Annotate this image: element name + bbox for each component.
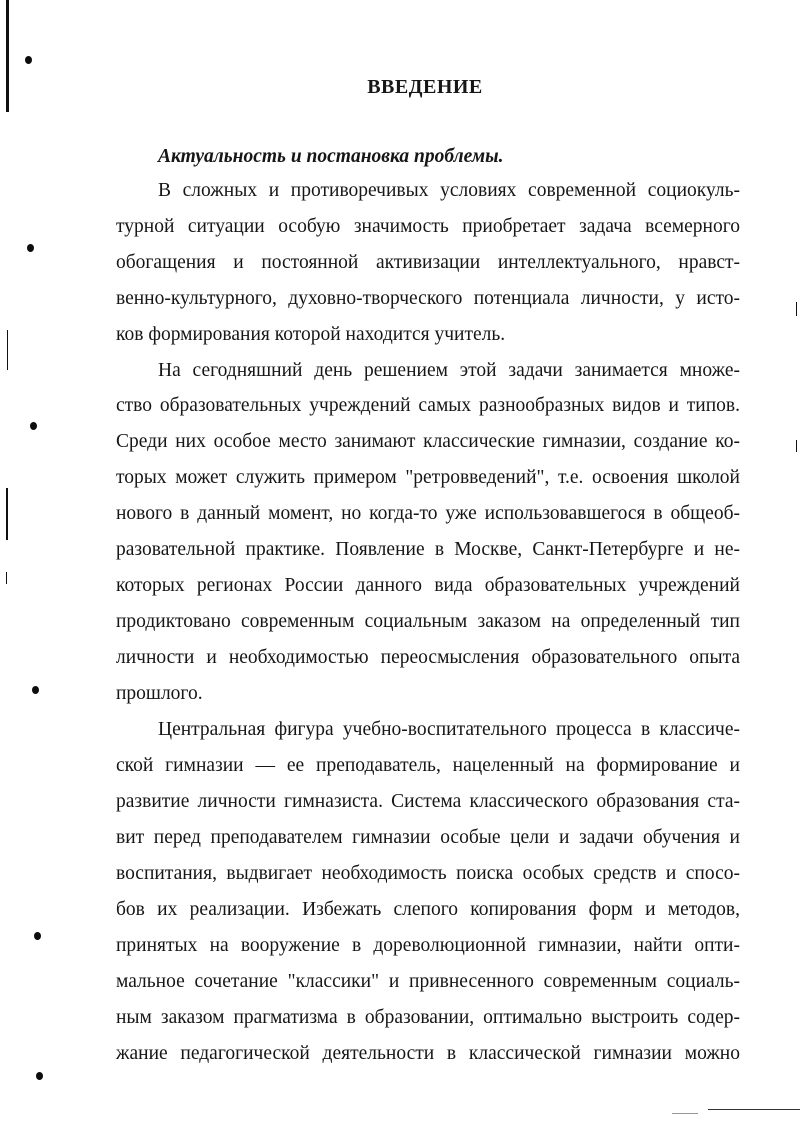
punch-hole-icon: [25, 56, 32, 64]
section-subheading: Актуальность и постановка проблемы.: [158, 146, 504, 167]
text-line: продиктовано современным социальным заказом на определенный тип: [116, 611, 740, 632]
punch-hole-icon: [27, 244, 34, 252]
punch-hole-icon: [32, 686, 39, 694]
text-line: В сложных и противоречивых условиях современной социокуль-: [158, 180, 740, 201]
text-line: прошлого.: [116, 683, 203, 704]
text-line: личности и необходимостью переосмысления образовательного опыта: [116, 647, 740, 668]
punch-hole-icon: [30, 422, 37, 430]
scan-edge-line: [7, 330, 8, 370]
text-line: турной ситуации особую значимость приобретает задача всемерного: [116, 216, 740, 237]
scan-edge-line: [796, 440, 797, 452]
punch-hole-icon: [36, 1072, 43, 1080]
text-line: ков формирования которой находится учитель.: [116, 324, 506, 345]
text-line: которых регионах России данного вида образовательных учреждений: [116, 575, 740, 596]
text-line: принятых на вооружение в дореволюционной гимназии, найти опти-: [116, 935, 740, 956]
text-line: вит перед преподавателем гимназии особые цели и задачи обучения и: [116, 827, 740, 848]
text-line: торых может служить примером "ретровведений", т.е. освоения школой: [116, 467, 740, 488]
text-line: ство образовательных учреждений самых разнообразных видов и типов.: [116, 395, 740, 416]
text-line: развитие личности гимназиста. Система классического образования ста-: [116, 791, 740, 812]
punch-hole-icon: [34, 932, 41, 940]
page-heading: [0, 76, 800, 99]
scan-edge-line: [6, 572, 7, 584]
scan-bottom-rule: [708, 1109, 800, 1110]
text-line: нового в данный момент, но когда-то уже использовавшегося в общеоб-: [116, 503, 740, 524]
text-line: воспитания, выдвигает необходимость поиска особых средств и спосо-: [116, 863, 740, 884]
scan-bottom-rule: [672, 1113, 698, 1114]
text-line: ным заказом прагматизма в образовании, оптимально выстроить содер-: [116, 1007, 740, 1028]
text-line: разовательной практике. Появление в Москве, Санкт-Петербурге и не-: [116, 539, 740, 560]
scan-edge-line: [6, 488, 8, 540]
text-line: обогащения и постоянной активизации интеллектуального, нравст-: [116, 252, 740, 273]
text-line: мальное сочетание "классики" и привнесенного современным социаль-: [116, 971, 740, 992]
text-line: На сегодняшний день решением этой задачи занимается множе-: [158, 360, 740, 381]
text-line: венно-культурного, духовно-творческого потенциала личности, у исто-: [116, 288, 740, 309]
text-line: бов их реализации. Избежать слепого копирования форм и методов,: [116, 899, 740, 920]
text-line: ской гимназии — ее преподаватель, нацеленный на формирование и: [116, 755, 740, 776]
text-line: жание педагогической деятельности в классической гимназии можно: [116, 1043, 740, 1064]
scan-edge-line: [796, 302, 797, 316]
text-line: Центральная фигура учебно-воспитательного процесса в классиче-: [158, 719, 740, 740]
text-line: Среди них особое место занимают классические гимназии, создание ко-: [116, 431, 740, 452]
page-heading-text: ВВЕДЕНИЕ: [367, 76, 483, 98]
